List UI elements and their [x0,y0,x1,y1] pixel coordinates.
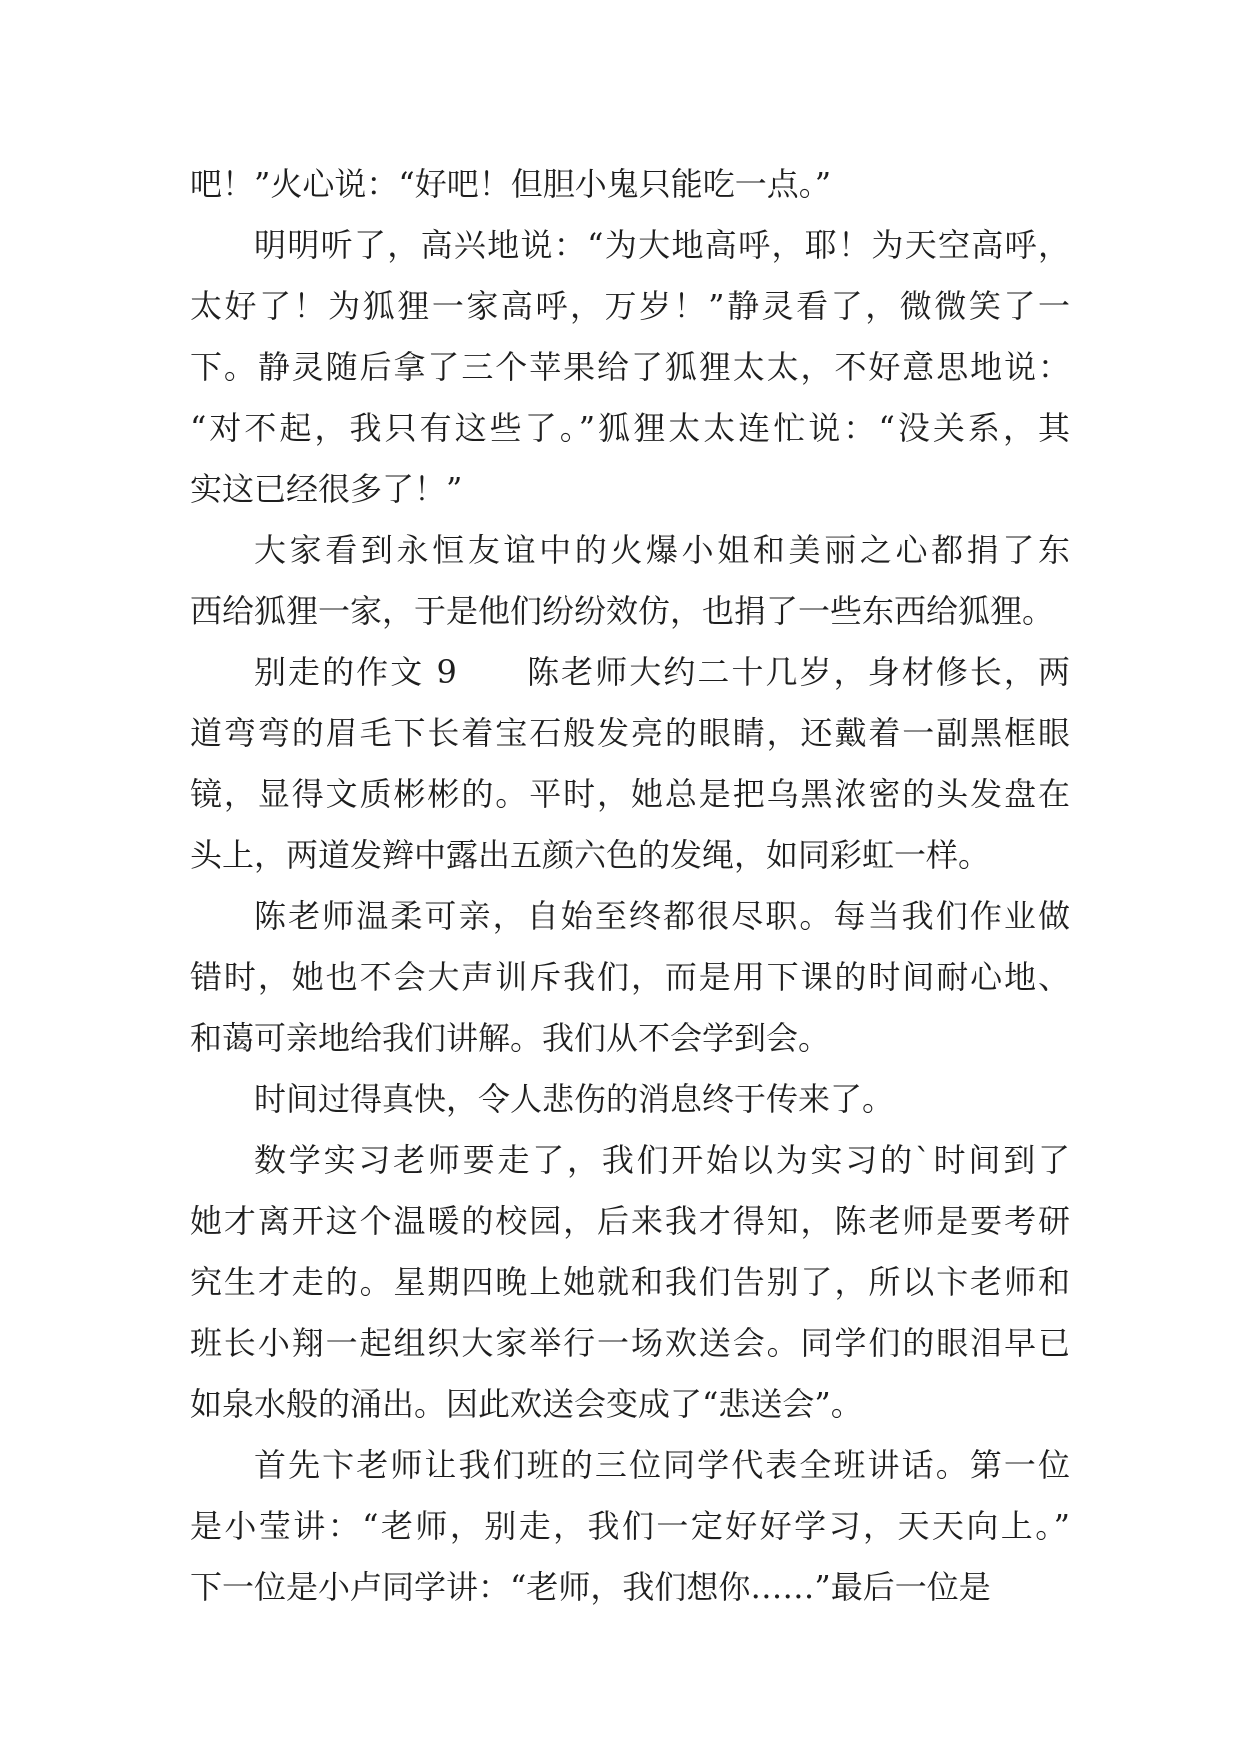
text-line: 明明听了，高兴地说：“为大地高呼，耶！为天空高呼， [254,226,1070,264]
text-line: 班长小翔一起组织大家举行一场欢送会。同学们的眼泪早已 [190,1324,1070,1362]
paragraph [190,886,1070,1069]
text-line: 下一位是小卢同学讲：“老师，我们想你……”最后一位是 [190,1568,991,1606]
text-line: “对不起，我只有这些了。”狐狸太太连忙说：“没关系，其 [190,409,1070,447]
text-line: 陈老师温柔可亲，自始至终都很尽职。每当我们作业做 [254,897,1070,935]
text-line: 时间过得真快，令人悲伤的消息终于传来了。 [254,1080,895,1118]
paragraph [190,1069,1070,1130]
text-line: 太好了！为狐狸一家高呼，万岁！”静灵看了，微微笑了一 [190,287,1070,325]
text-line: 错时，她也不会大声训斥我们，而是用下课的时间耐心地、 [190,958,1070,996]
text-line: 是小莹讲：“老师，别走，我们一定好好学习，天天向上。” [190,1507,1070,1545]
text-line: 究生才走的。星期四晚上她就和我们告别了，所以卞老师和 [190,1263,1070,1301]
text-line: 数学实习老师要走了，我们开始以为实习的`时间到了 [254,1141,1070,1179]
text-line: 首先卞老师让我们班的三位同学代表全班讲话。第一位 [254,1446,1070,1484]
paragraph [190,1130,1070,1435]
paragraph [190,520,1070,642]
text-line: 实这已经很多了！” [190,470,463,508]
text-line: 她才离开这个温暖的校园，后来我才得知，陈老师是要考研 [190,1202,1070,1240]
text-line: 头上，两道发辫中露出五颜六色的发绳，如同彩虹一样。 [190,836,991,874]
text-line: 西给狐狸一家，于是他们纷纷效仿，也捐了一些东西给狐狸。 [190,592,1055,630]
text-line: 吧！”火心说：“好吧！但胆小鬼只能吃一点。” [190,165,832,203]
paragraph [190,1435,1070,1618]
text-line: 下。静灵随后拿了三个苹果给了狐狸太太，不好意思地说： [190,348,1070,386]
document-body [190,154,1070,1618]
text-line: 别走的作文 9 陈老师大约二十几岁，身材修长，两 [254,653,1070,691]
text-line: 道弯弯的眉毛下长着宝石般发亮的眼睛，还戴着一副黑框眼 [190,714,1070,752]
paragraph [190,215,1070,520]
paragraph [190,154,1070,215]
paragraph [190,642,1070,886]
text-line: 大家看到永恒友谊中的火爆小姐和美丽之心都捐了东 [254,531,1070,569]
text-line: 如泉水般的涌出。因此欢送会变成了“悲送会”。 [190,1385,863,1423]
text-line: 镜，显得文质彬彬的。平时，她总是把乌黑浓密的头发盘在 [190,775,1070,813]
text-line: 和蔼可亲地给我们讲解。我们从不会学到会。 [190,1019,831,1057]
